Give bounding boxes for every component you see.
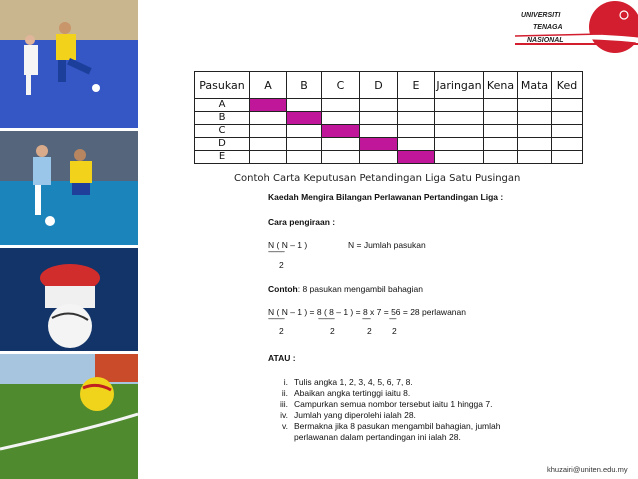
col-header-pasukan: Pasukan [195, 72, 250, 99]
footer-email: khuzairi@uniten.edu.my [547, 465, 628, 474]
row-header-b: B [195, 112, 250, 125]
diagonal-cell [398, 151, 435, 164]
step-text: perlawanan dalam pertandingan ini ialah 28. [294, 432, 461, 442]
step-number: iv. [280, 410, 288, 420]
formula-denominator: 2 [279, 260, 284, 270]
row-header-d: D [195, 138, 250, 151]
step-text: Jumlah yang diperolehi ialah 28. [294, 410, 416, 420]
row-header-c: C [195, 125, 250, 138]
table-row [195, 138, 583, 151]
notes-title: Kaedah Mengira Bilangan Perlawanan Pertandingan Liga : [268, 192, 504, 202]
futsal-photo-1 [0, 0, 138, 128]
col-header-a: A [250, 72, 287, 99]
step-text: Abaikan angka tertinggi iaitu 8. [294, 388, 411, 398]
futsal-photo-4 [0, 354, 138, 479]
calc-denominator-4: 2 [392, 326, 397, 336]
col-header-ked: Ked [552, 72, 583, 99]
table-caption: Contoh Carta Keputusan Petandingan Liga Satu Pusingan [234, 173, 521, 184]
diagonal-cell [250, 99, 287, 112]
formula-definition: N = Jumlah pasukan [348, 240, 426, 250]
calc-denominator-3: 2 [367, 326, 372, 336]
formula-numerator: N ( N – 1 ) [268, 240, 308, 250]
step-text: Bermakna jika 8 pasukan mengambil bahagian, jumlah [294, 421, 501, 431]
calc-divider-1: ------------ [268, 316, 284, 323]
step-number: ii. [281, 388, 288, 398]
table-row [195, 99, 583, 112]
contoh-text: : 8 pasukan mengambil bahagian [297, 284, 423, 294]
calc-divider-4: ----- [389, 316, 396, 323]
logo-line3: NASIONAL [527, 37, 564, 44]
formula-divider: ------------ [268, 249, 284, 256]
step-text: Campurkan semua nombor tersebut iaitu 1 hingga 7. [294, 399, 493, 409]
step-text: Tulis angka 1, 2, 3, 4, 5, 6, 7, 8. [294, 377, 413, 387]
col-header-kena: Kena [484, 72, 518, 99]
calculation-line: N ( N – 1 ) = 8 ( 8 – 1 ) = 8 x 7 = 56 = 28 perlawanan [268, 307, 466, 317]
photo-strip [0, 0, 138, 479]
col-header-d: D [360, 72, 398, 99]
calc-divider-2: ------------ [318, 316, 334, 323]
step-number: iii. [279, 399, 288, 409]
diagonal-cell [322, 125, 360, 138]
row-header-e: E [195, 151, 250, 164]
cara-heading: Cara pengiraan : [268, 217, 336, 227]
futsal-photo-3 [0, 248, 138, 351]
col-header-e: E [398, 72, 435, 99]
calc-divider-3: ------ [362, 316, 370, 323]
diagonal-cell [287, 112, 322, 125]
table-row [195, 112, 583, 125]
col-header-b: B [287, 72, 322, 99]
uniten-logo [505, 0, 638, 62]
contoh-label: Contoh [268, 284, 298, 294]
result-chart-table [194, 71, 583, 164]
table-row [195, 151, 583, 164]
col-header-c: C [322, 72, 360, 99]
col-header-mata: Mata [518, 72, 552, 99]
diagonal-cell [360, 138, 398, 151]
atau-heading: ATAU : [268, 353, 296, 363]
step-number: i. [283, 377, 288, 387]
col-header-jaringan: Jaringan [435, 72, 484, 99]
table-header-row [195, 72, 583, 99]
futsal-photo-2 [0, 131, 138, 245]
logo-line2: TENAGA [533, 24, 563, 31]
step-number: v. [282, 421, 288, 431]
logo-line1: UNIVERSITI [521, 12, 561, 19]
calc-denominator-1: 2 [279, 326, 284, 336]
calc-denominator-2: 2 [330, 326, 335, 336]
row-header-a: A [195, 99, 250, 112]
table-row [195, 125, 583, 138]
